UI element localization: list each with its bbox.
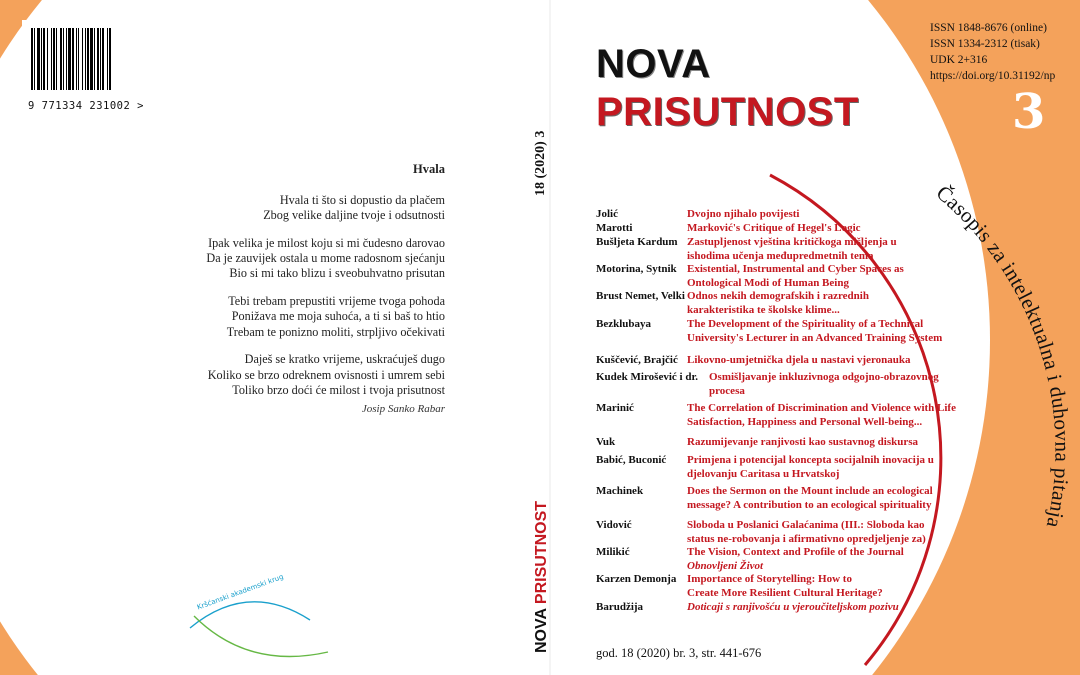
toc-author: Milikić: [596, 546, 630, 558]
toc-title-line: Satisfaction, Happiness and Personal Well-being...: [687, 416, 923, 428]
toc-title-line: The Correlation of Discrimination and Violence with Life: [687, 402, 956, 414]
toc-entry: [596, 221, 986, 235]
toc-entry: [596, 207, 986, 221]
toc-title: [687, 600, 986, 614]
toc-entry: [596, 262, 986, 290]
toc-entry: [596, 518, 986, 546]
toc-title-line: karakteristika te školske klime...: [687, 304, 840, 316]
toc-author: Bezklubaya: [596, 318, 652, 330]
toc-title-line: ishodima učenja međupredmetnih tema: [687, 250, 874, 262]
toc-title: [687, 484, 986, 512]
toc-entry: [596, 453, 986, 481]
toc-entry: [596, 317, 986, 345]
toc-title-line: Primjena i potencijal koncepta socijalnih inovacija u: [687, 454, 934, 466]
issn-print: ISSN 1334-2312 (tisak): [930, 38, 1040, 50]
poem-line: Tebi trebam prepustiti vrijeme tvoga pohoda: [228, 294, 445, 309]
toc-title-line: The Vision, Context and Profile of the Journal: [687, 546, 904, 558]
toc-author: Vuk: [596, 436, 616, 448]
poem-line: Ipak velika je milost koju si mi čudesno darovao: [208, 236, 445, 250]
toc-title-line: Ontological Modi of Human Being: [687, 277, 849, 289]
toc-title-line: Create More Resilient Cultural Heritage?: [687, 587, 883, 599]
toc-title: [687, 453, 986, 481]
toc-title-line: djelovanju Caritasa u Hrvatskoj: [687, 468, 840, 480]
toc-title: [687, 545, 986, 573]
toc-title: [687, 221, 986, 235]
journal-info: god. 18 (2020) br. 3, str. 441-676: [596, 646, 762, 660]
poem-line: Hvala ti što si dopustio da plačem: [279, 193, 445, 207]
toc-author: Jolić: [596, 208, 618, 220]
toc-author: Vidović: [596, 519, 632, 531]
toc-title-line: Zastupljenost vještina kritičkoga mišljenja u: [687, 236, 897, 248]
toc-title: [709, 370, 986, 398]
cover-title-prisutnost: PRISUTNOST: [596, 90, 859, 134]
poem-line: Da je zauvijek ostala u mome radosnom sjećanju: [206, 251, 445, 266]
toc-title-line: Likovno-umjetnička djela u nastavi vjeronauka: [687, 354, 911, 366]
toc-author: Brust Nemet, Velki: [596, 290, 685, 302]
toc-title-line: Odnos nekih demografskih i razrednih: [687, 290, 869, 302]
toc-entry: [596, 370, 986, 398]
poem-line: Daješ se kratko vrijeme, uskraćuješ dugo: [244, 352, 445, 367]
toc-author: Karzen Demonja: [596, 573, 677, 585]
toc-entry: [596, 289, 986, 317]
toc-title-line: Doticaji s ranjivošću u vjeroučiteljskom pozivu: [687, 601, 899, 613]
toc-title-line: Marković's Critique of Hegel's Logic: [687, 222, 861, 234]
issn-online: ISSN 1848-8676 (online): [930, 22, 1047, 34]
toc-title-line: Importance of Storytelling: How to: [687, 573, 852, 585]
toc-entry: [596, 600, 986, 614]
barcode-number: 9 771334 231002 >: [28, 100, 144, 112]
udk: UDK 2+316: [930, 54, 988, 66]
poem-title: Hvala: [413, 162, 445, 176]
doi-link[interactable]: https://doi.org/10.31192/np: [930, 70, 1056, 82]
toc-entry: [596, 235, 986, 263]
toc-title-line: Razumijevanje ranjivosti kao sustavnog diskursa: [687, 436, 919, 448]
toc-entry: [596, 401, 986, 429]
toc-entry: [596, 353, 986, 367]
toc-title-line: Dvojno njihalo povijesti: [687, 208, 800, 220]
toc-title: [687, 289, 986, 317]
toc-title: [687, 317, 986, 345]
poem-line: Bio si mi tako blizu i sveobuhvatno prisutan: [229, 266, 445, 281]
poem-line: Toliko brzo doći će milost i tvoja prisutnost: [232, 382, 445, 397]
toc-title-line: Osmišljavanje inkluzivnoga odgojno-obrazovnog: [709, 371, 939, 383]
toc-title: [687, 401, 986, 429]
toc-title: [687, 262, 986, 290]
toc-entry: [596, 435, 986, 449]
toc-author: Marotti: [596, 222, 633, 234]
toc-title-line: Sloboda u Poslanici Galaćanima (III.: Sloboda kao: [687, 519, 925, 531]
spine-issue: 18 (2020) 3: [533, 130, 548, 196]
poem-line: Zbog velike daljine tvoje i odsutnosti: [263, 208, 445, 223]
toc-title-line: The Development of the Spirituality of a Technical: [687, 318, 924, 330]
toc-title-line: Obnovljeni Život: [687, 560, 764, 572]
toc-title: [687, 235, 986, 263]
toc-author: Machinek: [596, 485, 644, 497]
toc-title-line: Does the Sermon on the Mount include an ecological: [687, 485, 933, 497]
toc-author: Motorina, Sytnik: [596, 263, 677, 275]
cover-title-nova: NOVA: [596, 42, 711, 86]
issue-number: 3: [1012, 84, 1046, 140]
toc-author: Babić, Buconić: [596, 454, 667, 466]
poem-line: Koliko se brzo odreknem ovisnosti i umrem sebi: [207, 367, 445, 382]
poem-line: Trebam te ponizno moliti, strpljivo očekivati: [226, 324, 445, 339]
toc-title-line: University's Lecturer in an Advanced Training System: [687, 332, 943, 344]
toc-title-line: message? A contribution to an ecological spirituality: [687, 499, 932, 511]
toc-title: [687, 518, 986, 546]
toc-entry: [596, 545, 986, 573]
subtitle-arc-text: Časopis za intelektualna i duhovna pitanja: [931, 180, 1075, 531]
toc-entry: [596, 484, 986, 512]
toc-author: Kuščević, Brajčić: [596, 354, 678, 366]
toc-author: Bušljeta Kardum: [596, 236, 678, 248]
logo-text: Kršćanski akademski krug: [196, 572, 285, 612]
toc-title: [687, 572, 986, 600]
toc-title-line: status ne-robovanja i afirmativno opredjeljenje za): [687, 533, 926, 545]
poem-author: Josip Sanko Rabar: [361, 403, 445, 415]
toc-title-line: Existential, Instrumental and Cyber Spaces as: [687, 263, 904, 275]
toc-title: [687, 353, 986, 367]
toc-entry: [596, 572, 986, 600]
poem-line: Ponižava me moja suhoća, a ti si baš to htio: [231, 309, 445, 324]
spine-title-nova: NOVA: [533, 608, 550, 653]
toc-title: [687, 435, 986, 449]
toc-title: [687, 207, 986, 221]
toc-title-line: procesa: [709, 385, 745, 397]
toc-author: Barudžija: [596, 601, 644, 613]
toc-author: Marinić: [596, 402, 634, 414]
toc-author: Kudek Mirošević i dr.: [596, 371, 699, 383]
spine-title-prisutnost: PRISUTNOST: [533, 500, 550, 605]
